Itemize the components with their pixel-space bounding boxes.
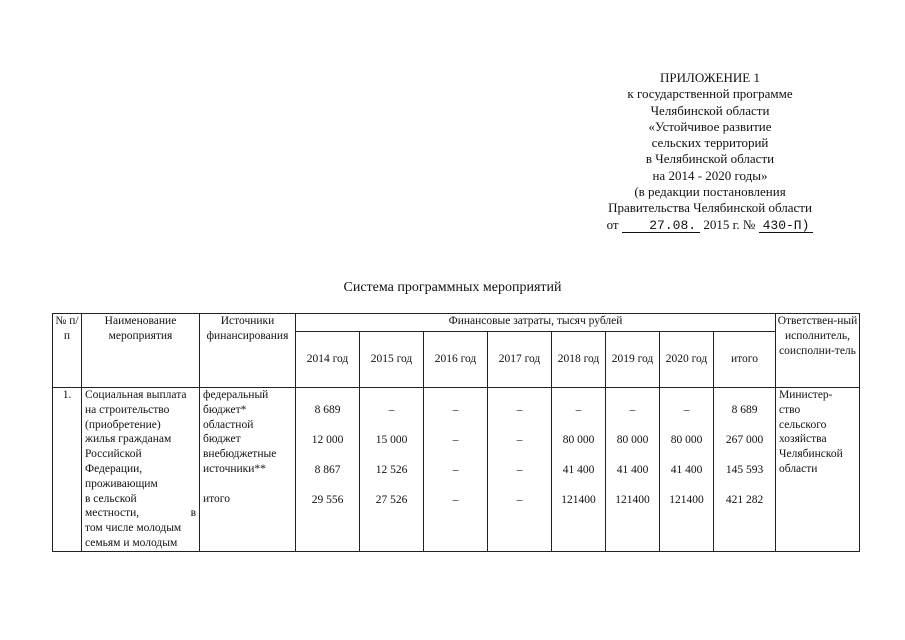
- source-label: бюджет*: [203, 403, 247, 416]
- header-year: 2015 год: [360, 332, 424, 388]
- spacer: [296, 418, 359, 433]
- cost-value: 41 400: [562, 464, 595, 476]
- appendix-line: Челябинской области: [650, 102, 770, 118]
- spacer: [424, 478, 487, 493]
- responsible-line: сельского: [779, 418, 827, 431]
- cost-value: 27 526: [375, 494, 408, 506]
- cost-value: 80 000: [616, 434, 649, 446]
- header-year: 2014 год: [296, 332, 360, 388]
- header-year: 2019 год: [606, 332, 660, 388]
- value-stack: [296, 388, 359, 508]
- spacer: [424, 448, 487, 463]
- cost-value: –: [516, 464, 523, 476]
- spacer: [660, 418, 713, 433]
- header-num: № п/п: [53, 314, 82, 388]
- value-stack: [488, 388, 551, 508]
- measure-name-line: семьям и молодым: [85, 536, 178, 549]
- spacer: [714, 388, 775, 403]
- resolution-date: [622, 219, 700, 233]
- year-values-2017: [488, 388, 552, 552]
- responsible-executor: [776, 388, 860, 552]
- cost-value: –: [516, 494, 523, 506]
- cost-value: –: [575, 404, 582, 416]
- spacer: [606, 418, 659, 433]
- table-row: [53, 388, 860, 552]
- spacer: [488, 448, 551, 463]
- date-prefix: от: [606, 216, 619, 232]
- resolution-number: 430-П): [759, 219, 814, 233]
- value-stack: [424, 388, 487, 508]
- responsible-line: Министер-: [779, 389, 833, 401]
- measure-name-word: местности,: [85, 507, 140, 520]
- program-measures-table: [52, 313, 860, 552]
- header-year: 2016 год: [424, 332, 488, 388]
- cost-value: 145 593: [725, 464, 764, 476]
- cost-value: 12 526: [375, 464, 408, 476]
- header-costs: Финансовые затраты, тысяч рублей: [296, 314, 776, 332]
- spacer: [660, 448, 713, 463]
- responsible-line: Челябинской: [779, 448, 843, 461]
- spacer: [488, 478, 551, 493]
- responsible-line: области: [779, 462, 818, 475]
- spacer: [714, 448, 775, 463]
- cost-value: 8 689: [314, 404, 341, 416]
- year-values-2018: [552, 388, 606, 552]
- spacer: [552, 388, 605, 403]
- spacer: [296, 448, 359, 463]
- spacer: [606, 388, 659, 403]
- resolution-date-line: [560, 217, 860, 233]
- value-stack: [660, 388, 713, 508]
- funding-sources: [200, 388, 296, 552]
- year-values-2014: [296, 388, 360, 552]
- spacer: [606, 448, 659, 463]
- header-responsible: Ответствен-ный исполнитель, соисполни-тель: [776, 314, 860, 388]
- measure-name-line: в сельской: [85, 492, 137, 505]
- source-label: внебюджетные: [203, 448, 277, 461]
- header-year: 2020 год: [660, 332, 714, 388]
- cost-value: 267 000: [725, 434, 764, 446]
- spacer: [360, 388, 423, 403]
- cost-value: 12 000: [311, 434, 344, 446]
- cost-value: 80 000: [670, 434, 703, 446]
- cost-value: 29 556: [311, 494, 344, 506]
- responsible-line: хозяйства: [779, 433, 827, 446]
- header-year: 2018 год: [552, 332, 606, 388]
- spacer: [606, 478, 659, 493]
- year-values-2020: [660, 388, 714, 552]
- header-total: итого: [714, 332, 776, 388]
- appendix-line: к государственной программе: [627, 86, 793, 102]
- spacer: [360, 418, 423, 433]
- header-name: Наименование мероприятия: [82, 314, 200, 388]
- appendix-block: [560, 70, 860, 233]
- header-year: 2017 год: [488, 332, 552, 388]
- spacer: [424, 418, 487, 433]
- year-values-2016: [424, 388, 488, 552]
- measure-name-line: том числе молодым: [85, 522, 182, 535]
- resolution-date-value: 27.08.: [649, 217, 697, 233]
- cost-value: –: [452, 434, 459, 446]
- measure-name: [82, 388, 200, 552]
- appendix-line: Правительства Челябинской области: [608, 200, 812, 216]
- measure-name-line: Социальная выплата: [85, 389, 187, 401]
- spacer: [552, 418, 605, 433]
- cost-value: 41 400: [616, 464, 649, 476]
- measure-name-line: на строительство: [85, 403, 170, 416]
- appendix-line: ПРИЛОЖЕНИЕ 1: [660, 70, 760, 85]
- cost-value: 421 282: [725, 494, 764, 506]
- cost-value: 15 000: [375, 434, 408, 446]
- source-label: источники**: [203, 462, 266, 475]
- spacer: [424, 388, 487, 403]
- cost-value: –: [452, 404, 459, 416]
- measure-name-line: Федерации,: [85, 462, 143, 475]
- source-label: областной: [203, 418, 254, 431]
- value-stack: [552, 388, 605, 508]
- cost-value: 8 867: [314, 464, 341, 476]
- cost-value: –: [516, 434, 523, 446]
- header-source: Источники финансирования: [200, 314, 296, 388]
- measure-name-line: (приобретение): [85, 418, 161, 431]
- year-values-2015: [360, 388, 424, 552]
- responsible-line: ство: [779, 403, 801, 416]
- appendix-line: в Челябинской области: [645, 151, 775, 167]
- source-label: итого: [203, 492, 230, 505]
- value-stack: [714, 388, 775, 508]
- cost-value: 121400: [669, 494, 704, 506]
- total-values: [714, 388, 776, 552]
- spacer: [552, 448, 605, 463]
- value-stack: [606, 388, 659, 508]
- appendix-line: «Устойчивое развитие: [648, 118, 772, 134]
- appendix-line: (в редакции постановления: [634, 184, 786, 200]
- cost-value: –: [452, 464, 459, 476]
- cost-value: 80 000: [562, 434, 595, 446]
- measure-name-line: Российской: [85, 448, 142, 461]
- spacer: [552, 478, 605, 493]
- cost-value: 121400: [561, 494, 596, 506]
- spacer: [660, 478, 713, 493]
- date-year: 2015 г. №: [703, 216, 756, 232]
- measure-name-line: проживающим: [85, 477, 158, 490]
- cost-value: –: [683, 404, 690, 416]
- row-num: 1.: [53, 388, 82, 552]
- measure-name-word: в: [190, 507, 196, 520]
- page-title: Система программных мероприятий: [343, 280, 562, 295]
- appendix-line: сельских территорий: [651, 135, 769, 151]
- cost-value: 8 689: [731, 404, 758, 416]
- spacer: [714, 418, 775, 433]
- spacer: [360, 448, 423, 463]
- cost-value: –: [388, 404, 395, 416]
- spacer: [488, 418, 551, 433]
- measure-name-line: жилья гражданам: [85, 433, 172, 446]
- cost-value: 121400: [615, 494, 650, 506]
- cost-value: –: [452, 494, 459, 506]
- year-values-2019: [606, 388, 660, 552]
- source-label: федеральный: [203, 389, 269, 401]
- spacer: [714, 478, 775, 493]
- spacer: [203, 477, 292, 492]
- cost-value: 41 400: [670, 464, 703, 476]
- measure-name-line: [85, 506, 196, 521]
- spacer: [360, 478, 423, 493]
- spacer: [488, 388, 551, 403]
- spacer: [296, 478, 359, 493]
- cost-value: –: [516, 404, 523, 416]
- value-stack: [360, 388, 423, 508]
- cost-value: –: [629, 404, 636, 416]
- source-label: бюджет: [203, 433, 241, 446]
- spacer: [660, 388, 713, 403]
- spacer: [296, 388, 359, 403]
- appendix-line: на 2014 - 2020 годы»: [652, 167, 768, 183]
